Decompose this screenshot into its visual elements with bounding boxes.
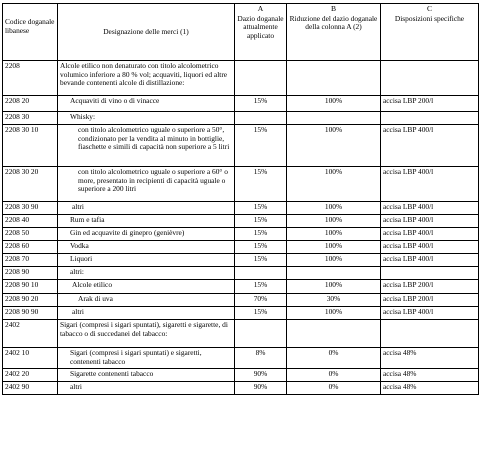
cell-col-c: accisa LBP 400/l: [381, 241, 479, 254]
cell-col-b: 100%: [287, 96, 381, 112]
cell-col-c: accisa LBP 200/l: [381, 280, 479, 294]
cell-col-a: 90%: [235, 382, 287, 395]
cell-col-a: 15%: [235, 202, 287, 215]
cell-col-c: accisa 48%: [381, 369, 479, 382]
cell-col-a: 15%: [235, 280, 287, 294]
table-row: [3, 294, 479, 307]
cell-code: 2208 90 20: [3, 294, 58, 307]
cell-designation: altri: [58, 382, 235, 395]
cell-col-b: 100%: [287, 125, 381, 167]
cell-designation: Sigari (compresi i sigari spuntati) e sigaretti, contenenti tabacco: [58, 348, 235, 369]
cell-code: 2208 50: [3, 228, 58, 241]
cell-designation: Gin ed acquavite di ginepro (genièvre): [58, 228, 235, 241]
cell-designation: Arak di uva: [58, 294, 235, 307]
cell-code: 2402 90: [3, 382, 58, 395]
cell-col-c: [381, 320, 479, 348]
header-designation: Designazione delle merci (1): [58, 4, 235, 61]
cell-col-c: [381, 112, 479, 125]
cell-col-c: accisa LBP 400/l: [381, 215, 479, 228]
cell-col-a: 15%: [235, 215, 287, 228]
cell-col-c: accisa LBP 400/l: [381, 254, 479, 267]
cell-col-b: 100%: [287, 228, 381, 241]
tariff-table: [2, 3, 479, 395]
cell-designation: con titolo alcolometrico uguale o superiore a 50°, condizionato per la vendita al minuto in bottiglie, fiaschette e simili di capacità non superiore a 5 litri: [58, 125, 235, 167]
cell-designation: Sigarette contenenti tabacco: [58, 369, 235, 382]
cell-designation: altri: [58, 202, 235, 215]
cell-col-b: 30%: [287, 294, 381, 307]
cell-col-a: [235, 267, 287, 280]
cell-designation: Whisky:: [58, 112, 235, 125]
cell-designation: Alcole etilico: [58, 280, 235, 294]
cell-code: 2208 30 10: [3, 125, 58, 167]
cell-designation: altri:: [58, 267, 235, 280]
table-header: [3, 4, 479, 61]
cell-code: 2208 30: [3, 112, 58, 125]
cell-code: 2208 70: [3, 254, 58, 267]
cell-col-c: accisa LBP 400/l: [381, 228, 479, 241]
cell-col-b: 100%: [287, 215, 381, 228]
cell-col-b: 0%: [287, 348, 381, 369]
header-col-b: B Riduzione del dazio doganale della colonna A (2): [287, 4, 381, 61]
cell-code: 2208 90: [3, 267, 58, 280]
cell-col-c: accisa 48%: [381, 348, 479, 369]
cell-col-b: 100%: [287, 241, 381, 254]
cell-col-a: 15%: [235, 125, 287, 167]
header-code: Codice doganale libanese: [3, 4, 58, 61]
cell-col-a: 8%: [235, 348, 287, 369]
cell-col-a: 15%: [235, 307, 287, 320]
cell-col-a: [235, 61, 287, 96]
cell-col-c: accisa LBP 400/l: [381, 167, 479, 202]
cell-col-b: 0%: [287, 369, 381, 382]
table-row: [3, 280, 479, 294]
table-row: [3, 369, 479, 382]
table-row: [3, 320, 479, 348]
cell-code: 2208 30 90: [3, 202, 58, 215]
table-row: [3, 61, 479, 96]
cell-col-c: accisa 48%: [381, 382, 479, 395]
cell-col-b: 100%: [287, 280, 381, 294]
cell-code: 2208: [3, 61, 58, 96]
cell-designation: Acquaviti di vino o di vinacce: [58, 96, 235, 112]
cell-code: 2208 90 10: [3, 280, 58, 294]
cell-code: 2208 90 90: [3, 307, 58, 320]
cell-designation: Liquori: [58, 254, 235, 267]
table-row: [3, 125, 479, 167]
cell-designation: Sigari (compresi i sigari spuntati), sigaretti e sigarette, di tabacco o di succedanei del tabacco:: [58, 320, 235, 348]
table-row: [3, 241, 479, 254]
cell-code: 2402 10: [3, 348, 58, 369]
table-row: [3, 307, 479, 320]
cell-col-a: 90%: [235, 369, 287, 382]
cell-col-b: 0%: [287, 382, 381, 395]
cell-code: 2208 30 20: [3, 167, 58, 202]
cell-col-a: [235, 320, 287, 348]
cell-col-b: [287, 320, 381, 348]
header-col-c-letter: C: [426, 4, 433, 13]
table-body: [3, 61, 479, 395]
table-row: [3, 228, 479, 241]
cell-code: 2208 60: [3, 241, 58, 254]
table-row: [3, 112, 479, 125]
table-row: [3, 267, 479, 280]
table-row: [3, 348, 479, 369]
cell-col-c: accisa LBP 400/l: [381, 125, 479, 167]
cell-col-a: 15%: [235, 228, 287, 241]
cell-code: 2208 20: [3, 96, 58, 112]
cell-designation: Rum e tafia: [58, 215, 235, 228]
header-col-a: A Dazio doganale attualmente applicato: [235, 4, 287, 61]
cell-code: 2402 20: [3, 369, 58, 382]
header-col-a-letter: A: [257, 4, 264, 13]
header-col-c: C Disposizioni specifiche: [381, 4, 479, 61]
header-col-b-letter: B: [330, 4, 337, 13]
cell-col-a: 15%: [235, 96, 287, 112]
table-row: [3, 96, 479, 112]
cell-col-b: 100%: [287, 254, 381, 267]
cell-designation: Vodka: [58, 241, 235, 254]
cell-col-b: 100%: [287, 202, 381, 215]
cell-col-b: 100%: [287, 167, 381, 202]
cell-col-a: 15%: [235, 167, 287, 202]
table-row: [3, 202, 479, 215]
cell-col-a: [235, 112, 287, 125]
cell-col-c: [381, 61, 479, 96]
cell-col-c: accisa LBP 400/l: [381, 202, 479, 215]
cell-code: 2208 40: [3, 215, 58, 228]
cell-designation: Alcole etilico non denaturato con titolo alcolometrico volumico inferiore a 80 % vol; acquaviti, liquori ed altre bevande contenenti alcole di distillazione:: [58, 61, 235, 96]
cell-col-a: 15%: [235, 241, 287, 254]
cell-col-c: [381, 267, 479, 280]
cell-col-b: 100%: [287, 307, 381, 320]
cell-col-c: accisa LBP 200/l: [381, 96, 479, 112]
cell-col-c: accisa LBP 400/l: [381, 307, 479, 320]
table-row: [3, 382, 479, 395]
table-row: [3, 215, 479, 228]
cell-col-a: 70%: [235, 294, 287, 307]
cell-designation: con titolo alcolometrico uguale o superiore a 60° o more, presentato in recipienti di capacità uguale o superiore a 200 litri: [58, 167, 235, 202]
table-row: [3, 167, 479, 202]
cell-col-b: [287, 112, 381, 125]
cell-designation: altri: [58, 307, 235, 320]
cell-col-a: 15%: [235, 254, 287, 267]
cell-col-b: [287, 61, 381, 96]
cell-code: 2402: [3, 320, 58, 348]
cell-col-c: accisa LBP 200/l: [381, 294, 479, 307]
table-row: [3, 254, 479, 267]
cell-col-b: [287, 267, 381, 280]
